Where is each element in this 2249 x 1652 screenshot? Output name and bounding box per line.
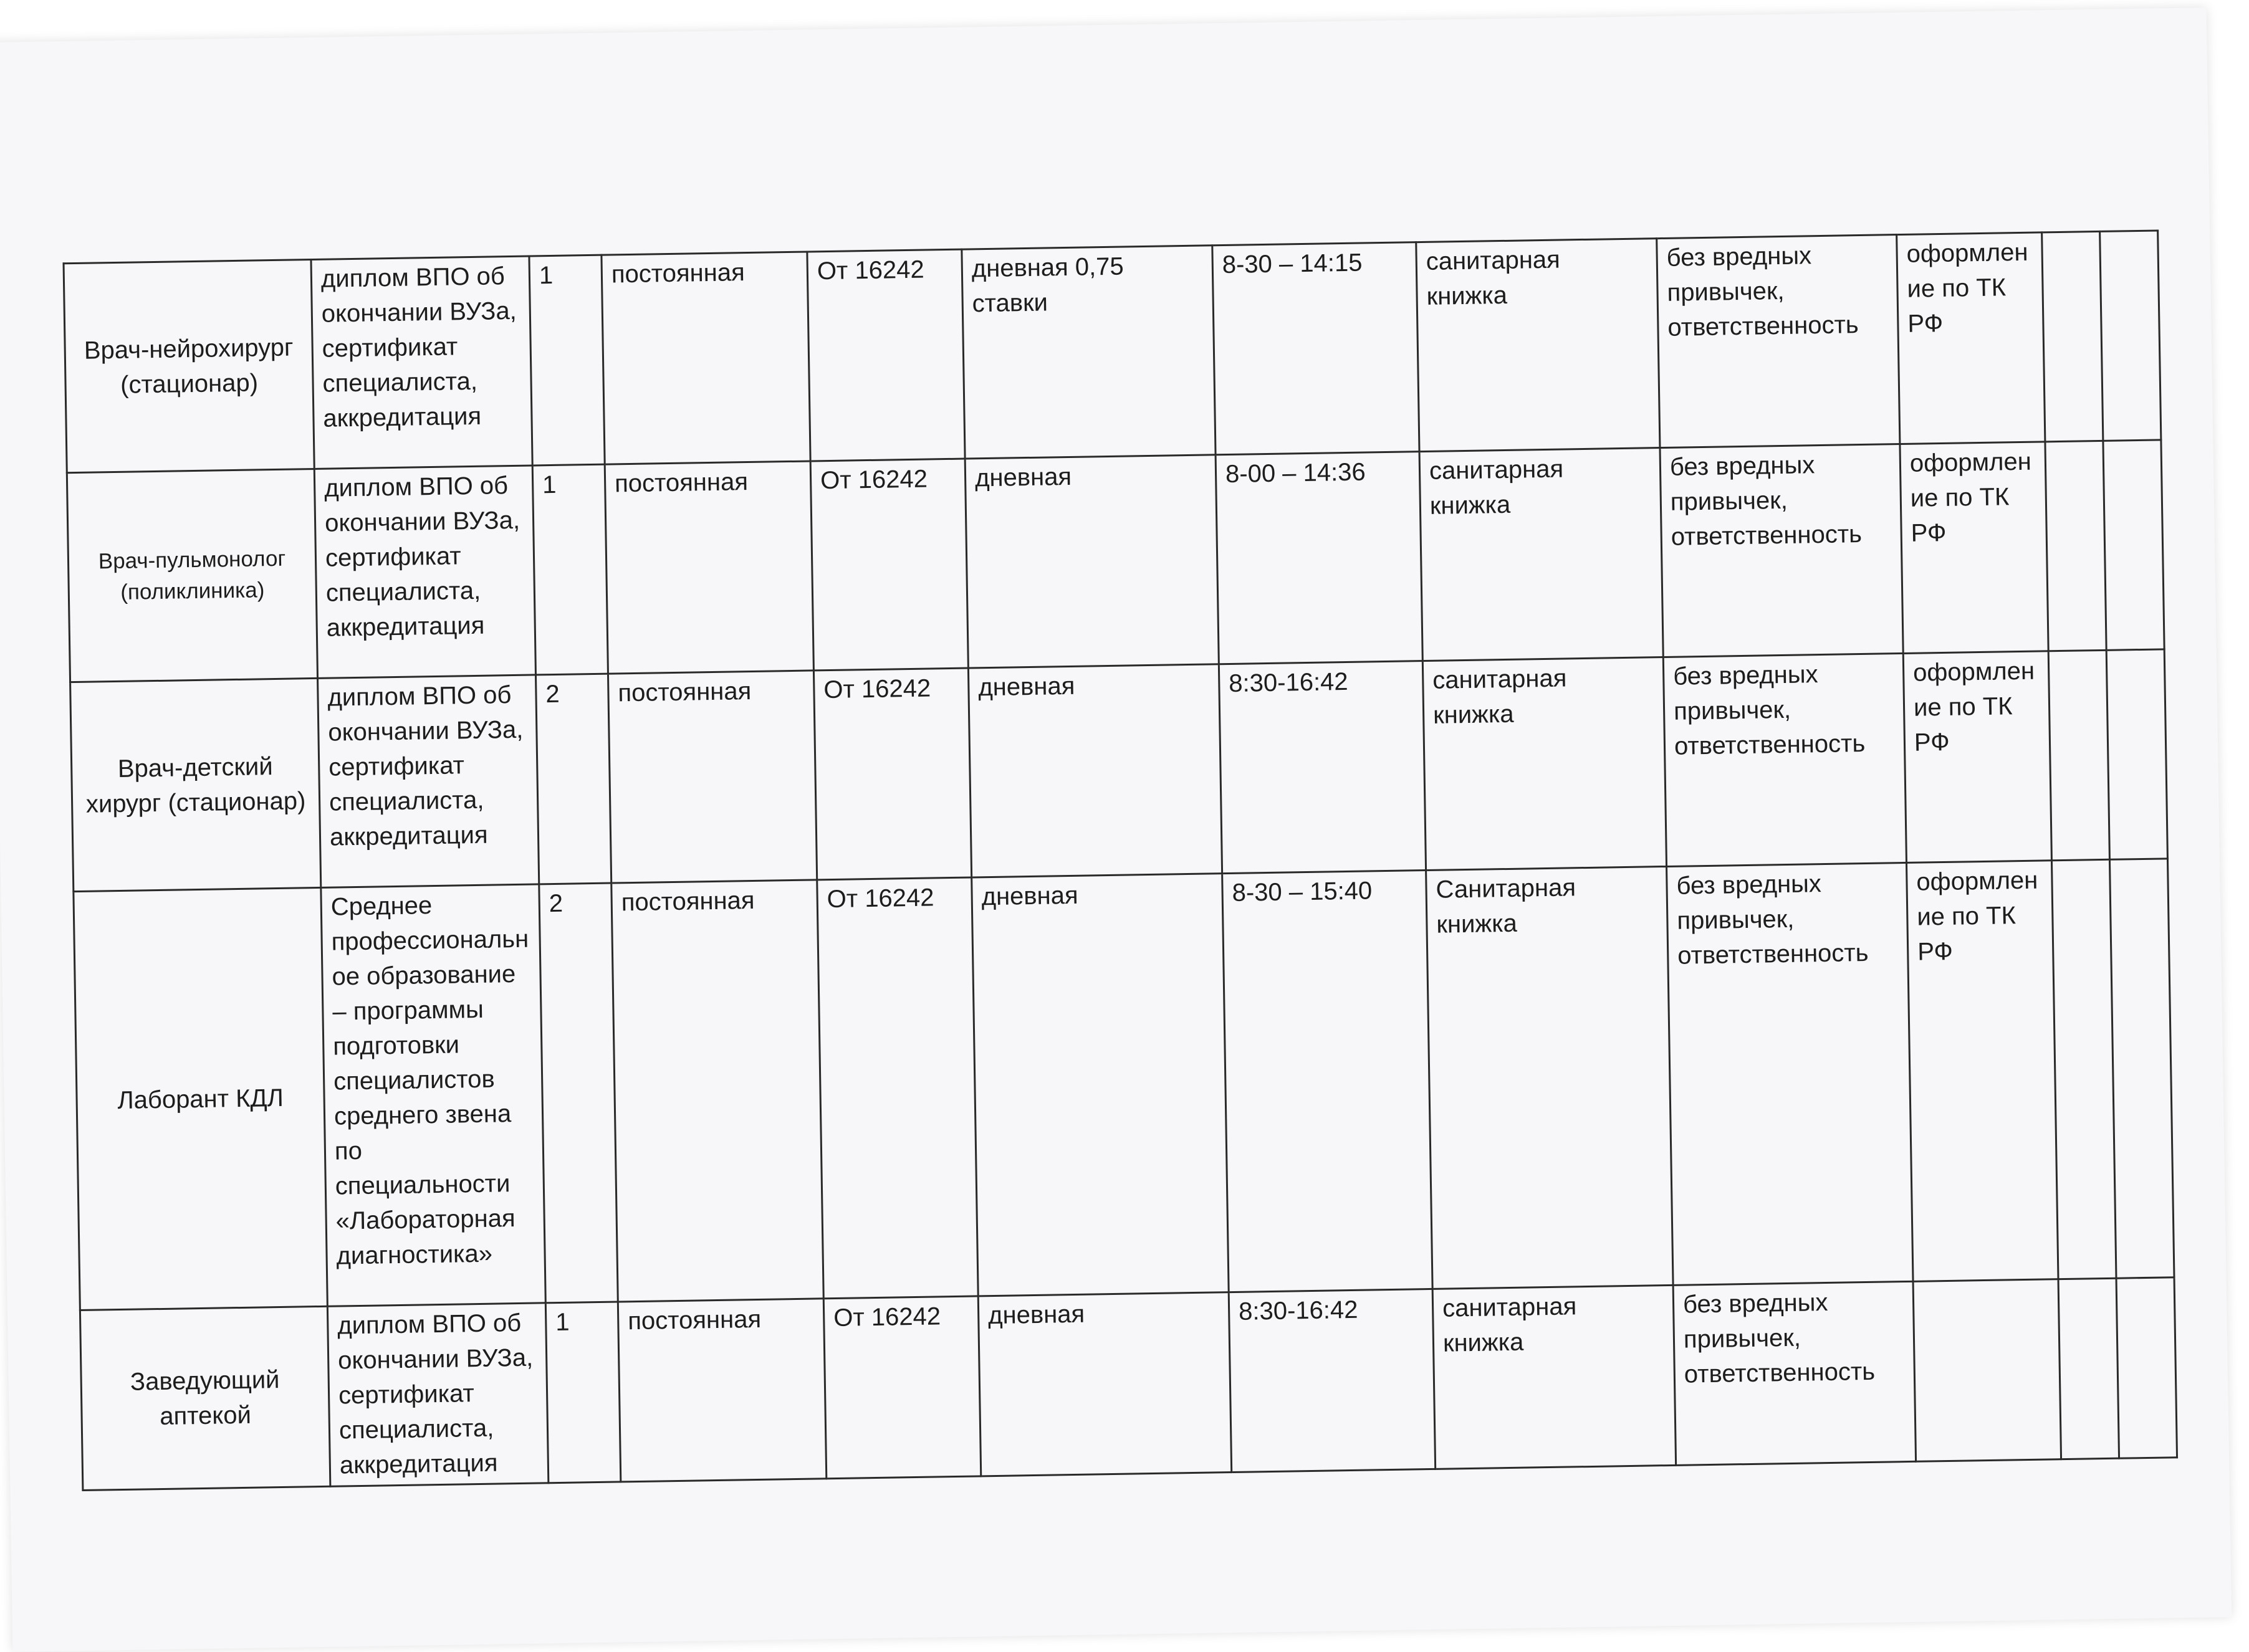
registration-cell: оформление по ТК РФ: [1903, 651, 2051, 863]
salary-cell: От 16242: [817, 877, 979, 1299]
employment-type-cell: постоянная: [618, 1299, 826, 1482]
salary-cell: От 16242: [810, 459, 968, 671]
education-cell: диплом ВПО об окончании ВУЗа, сертификат специалиста, аккредитация: [318, 675, 539, 887]
table-row: [74, 859, 2174, 1311]
empty-cell: [2116, 1277, 2177, 1458]
registration-cell: оформление по ТК РФ: [1900, 442, 2048, 654]
position-cell: Заведующий аптекой: [80, 1306, 330, 1490]
empty-cell: [2051, 859, 2116, 1279]
employment-type-cell: постоянная: [605, 461, 813, 674]
workday-cell: дневная: [978, 1292, 1231, 1476]
workday-cell: дневная: [968, 664, 1222, 877]
requirements-cell: без вредных привычек, ответственность: [1663, 653, 1906, 866]
documents-cell: санитарная книжка: [1419, 448, 1663, 661]
empty-cell: [2048, 650, 2109, 860]
documents-cell: санитарная книжка: [1432, 1285, 1676, 1469]
requirements-cell: без вредных привычек, ответственность: [1660, 444, 1903, 657]
salary-cell: От 16242: [813, 668, 971, 880]
hours-cell: 8-00 – 14:36: [1216, 452, 1422, 664]
workday-cell: дневная: [965, 455, 1219, 668]
hours-cell: 8:30-16:42: [1229, 1289, 1435, 1472]
table-row: [67, 440, 2164, 682]
position-cell: Врач-детский хирург (стационар): [70, 678, 321, 891]
hours-cell: 8-30 – 14:15: [1212, 242, 1419, 455]
salary-cell: От 16242: [807, 249, 965, 461]
table-row: [64, 231, 2161, 473]
employment-type-cell: постоянная: [608, 671, 817, 883]
empty-cell: [2042, 231, 2103, 441]
scanned-page: [0, 7, 2232, 1652]
count-cell: 1: [532, 464, 608, 675]
empty-cell: [2109, 859, 2174, 1278]
position-cell: Врач-пульмонолог (поликлиника): [67, 469, 317, 682]
employment-type-cell: постоянная: [611, 880, 824, 1302]
workday-cell: дневная: [972, 874, 1229, 1296]
hours-cell: 8:30-16:42: [1219, 661, 1426, 874]
requirements-cell: без вредных привычек, ответственность: [1673, 1281, 1916, 1465]
empty-cell: [2100, 231, 2161, 441]
employment-type-cell: постоянная: [602, 252, 810, 464]
count-cell: 2: [535, 674, 611, 884]
count-cell: 1: [529, 255, 605, 466]
count-cell: 1: [545, 1302, 621, 1483]
registration-cell: [1913, 1279, 2061, 1462]
empty-cell: [2058, 1278, 2119, 1459]
vacancy-table: [62, 229, 2178, 1491]
empty-cell: [2103, 440, 2164, 650]
education-cell: диплом ВПО об окончании ВУЗа, сертификат специалиста, аккредитация: [327, 1303, 548, 1486]
requirements-cell: без вредных привычек, ответственность: [1657, 235, 1900, 448]
education-cell: диплом ВПО об окончании ВУЗа, сертификат специалиста, аккредитация: [311, 256, 532, 469]
documents-cell: Санитарная книжка: [1426, 866, 1674, 1289]
salary-cell: От 16242: [823, 1296, 981, 1479]
position-cell: Лаборант КДЛ: [74, 887, 328, 1310]
empty-cell: [2045, 441, 2106, 651]
workday-cell: дневная 0,75 ставки: [962, 246, 1216, 459]
requirements-cell: без вредных привычек, ответственность: [1667, 862, 1914, 1285]
table-row: [70, 649, 2168, 892]
count-cell: 2: [539, 883, 618, 1303]
registration-cell: оформление по ТК РФ: [1906, 861, 2058, 1282]
education-cell: Среднее профессиональное образование – программы подготовки специалистов среднего звена по специальности «Лабораторная диагностика»: [321, 884, 546, 1306]
registration-cell: оформление по ТК РФ: [1897, 232, 2045, 444]
education-cell: диплом ВПО об окончании ВУЗа, сертификат специалиста, аккредитация: [314, 466, 535, 678]
documents-cell: санитарная книжка: [1416, 239, 1660, 452]
position-cell: Врач-нейрохирург (стационар): [64, 260, 314, 473]
table-row: [80, 1277, 2177, 1491]
hours-cell: 8-30 – 15:40: [1222, 871, 1433, 1292]
empty-cell: [2106, 649, 2167, 859]
documents-cell: санитарная книжка: [1422, 657, 1666, 871]
